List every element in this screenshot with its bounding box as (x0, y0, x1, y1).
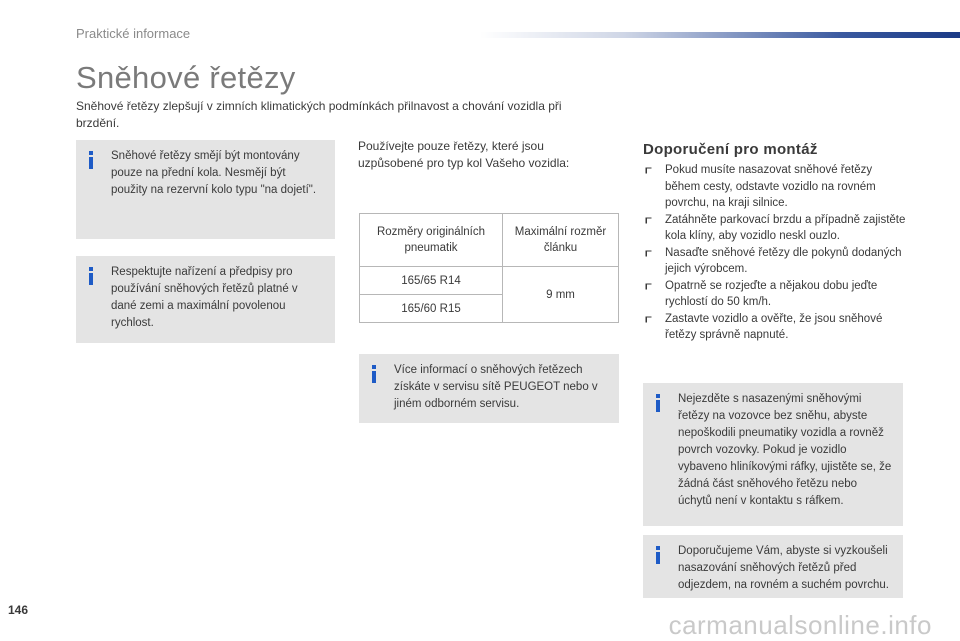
watermark: carmanualsonline.info (668, 610, 932, 640)
info-note-text: Respektujte nařízení a předpisy pro používání sněhových řetězů platné v dané zemi a maximální povolenou rychlost. (111, 266, 298, 329)
info-note-practice (643, 535, 903, 598)
info-note-text: Více informací o sněhových řetězech získáte v servisu sítě PEUGEOT nebo v jiném odborném servisu. (394, 364, 598, 410)
arrow-bullet-icon (645, 250, 652, 257)
list-item (643, 245, 908, 278)
info-note-service (359, 354, 619, 423)
arrow-bullet-icon (645, 217, 652, 224)
info-note-front-wheels (76, 140, 335, 239)
intro-paragraph: Sněhové řetězy zlepšují v zimních klimatických podmínkách přilnavost a chování vozidla při brzdění. (76, 99, 562, 130)
table-cell-tyre-size: 165/60 R15 (360, 295, 503, 323)
page-title: Sněhové řetězy (76, 60, 296, 95)
arrow-bullet-icon (645, 283, 652, 290)
arrow-bullet-icon (645, 316, 652, 323)
tyre-size-table (359, 213, 619, 323)
list-item-text: Zastavte vozidlo a ověřte, že jsou sněhové řetězy správně napnuté. (665, 312, 883, 341)
list-item (643, 278, 908, 311)
list-item (643, 212, 908, 245)
table-header-row (360, 214, 619, 267)
table-cell-max-link: 9 mm (503, 267, 619, 323)
list-item-text: Nasaďte sněhové řetězy dle pokynů dodaných jejich výrobcem. (665, 246, 902, 275)
list-item (643, 162, 908, 212)
info-note-regulations (76, 256, 335, 343)
table-header-tyre-size: Rozměry originálních pneumatik (360, 214, 503, 267)
table-row (360, 267, 619, 295)
info-note-text: Doporučujeme Vám, abyste si vyzkoušeli nasazování sněhových řetězů před odjezdem, na rovném a suchém povrchu. (678, 545, 889, 591)
list-item-text: Zatáhněte parkovací brzdu a případně zajistěte kola klíny, aby vozidlo neskl ouzlo. (665, 213, 906, 242)
info-note-text: Nejezděte s nasazenými sněhovými řetězy na vozovce bez sněhu, abyste nepoškodili pneumatiky vozidla a rovněž povrch vozovky. Pokud je vozidlo vybaveno hliníkovými ráfky, ujistěte se, že žádná část sněhového řetězu nebo úchytů není v kontaktu s ráfkem. (678, 393, 892, 507)
info-note-no-snow (643, 383, 903, 526)
page-number: 146 (8, 603, 29, 617)
recommendations-list (643, 162, 908, 344)
list-item (643, 311, 908, 344)
table-cell-tyre-size: 165/65 R14 (360, 267, 503, 295)
section-label: Praktické informace (76, 26, 191, 41)
chains-usage-text: Používejte pouze řetězy, které jsou uzpůsobené pro typ kol Vašeho vozidla: (358, 139, 570, 170)
info-note-text: Sněhové řetězy smějí být montovány pouze na přední kola. Nesmějí být použity na rezervní kolo typu "na dojetí". (111, 150, 317, 196)
list-item-text: Pokud musíte nasazovat sněhové řetězy během cesty, odstavte vozidlo na rovném povrchu, na kraji silnice. (665, 164, 876, 209)
list-item-text: Opatrně se rozjeďte a nějakou dobu jeďte rychlostí do 50 km/h. (665, 279, 878, 308)
table-header-max-link: Maximální rozměr článku (503, 214, 619, 267)
recommendations-heading: Doporučení pro montáž (643, 141, 818, 158)
arrow-bullet-icon (645, 167, 652, 174)
header-accent-bar (480, 32, 960, 38)
